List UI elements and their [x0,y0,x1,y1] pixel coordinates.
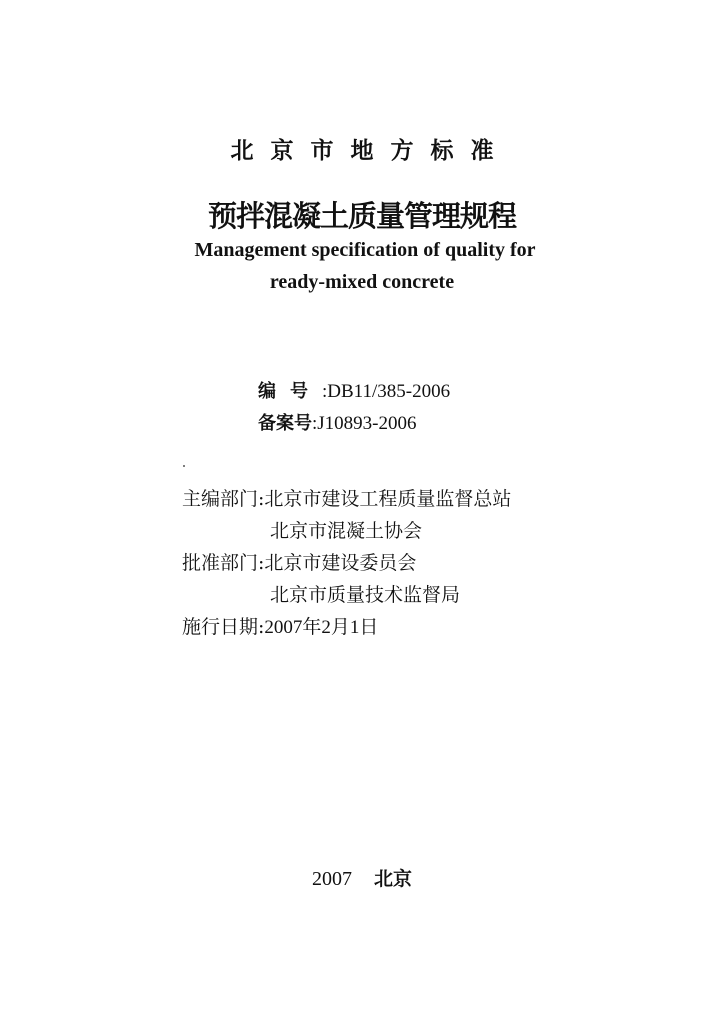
approval-value-2: 北京市质量技术监督局 [270,584,461,606]
approval-label: 批准部门 [182,552,259,574]
series-title: 北京市地方标准 [230,138,511,164]
record-number-label: 备案号 [258,413,312,434]
chief-editor-separator: : [258,488,265,510]
standard-number-label: 编号 [258,381,322,402]
approval-value-1: 北京市建设委员会 [264,552,417,574]
document-title-en-line2: ready-mixed concrete [269,271,455,293]
effective-date-value: 2007年2月1日 [264,617,379,638]
approval-row [182,548,416,575]
publication-footer [0,864,724,891]
record-number-separator: : [312,413,318,434]
document-title-en-line1: Management specification of quality for [194,239,536,261]
chief-editor-value-2: 北京市混凝土协会 [270,520,423,542]
publication-year: 2007 [311,868,352,890]
chief-editor-row [182,484,511,511]
effective-date-separator: : [258,616,265,638]
effective-date-label: 施行日期 [182,616,259,638]
chief-editor-value-1: 北京市建设工程质量监督总站 [264,488,512,510]
effective-date-row [182,612,378,639]
record-number-row [258,409,417,435]
standard-number-value: DB11/385-2006 [327,381,451,402]
document-title-cn: 预拌混凝土质量管理规程 [207,199,516,233]
stray-dot [183,465,185,467]
chief-editor-label: 主编部门 [182,488,259,510]
record-number-value: J10893-2006 [317,413,417,434]
standard-number-separator: : [322,381,328,402]
approval-separator: : [258,552,265,574]
standard-number-row [258,377,450,403]
publication-city: 北京 [373,868,412,890]
